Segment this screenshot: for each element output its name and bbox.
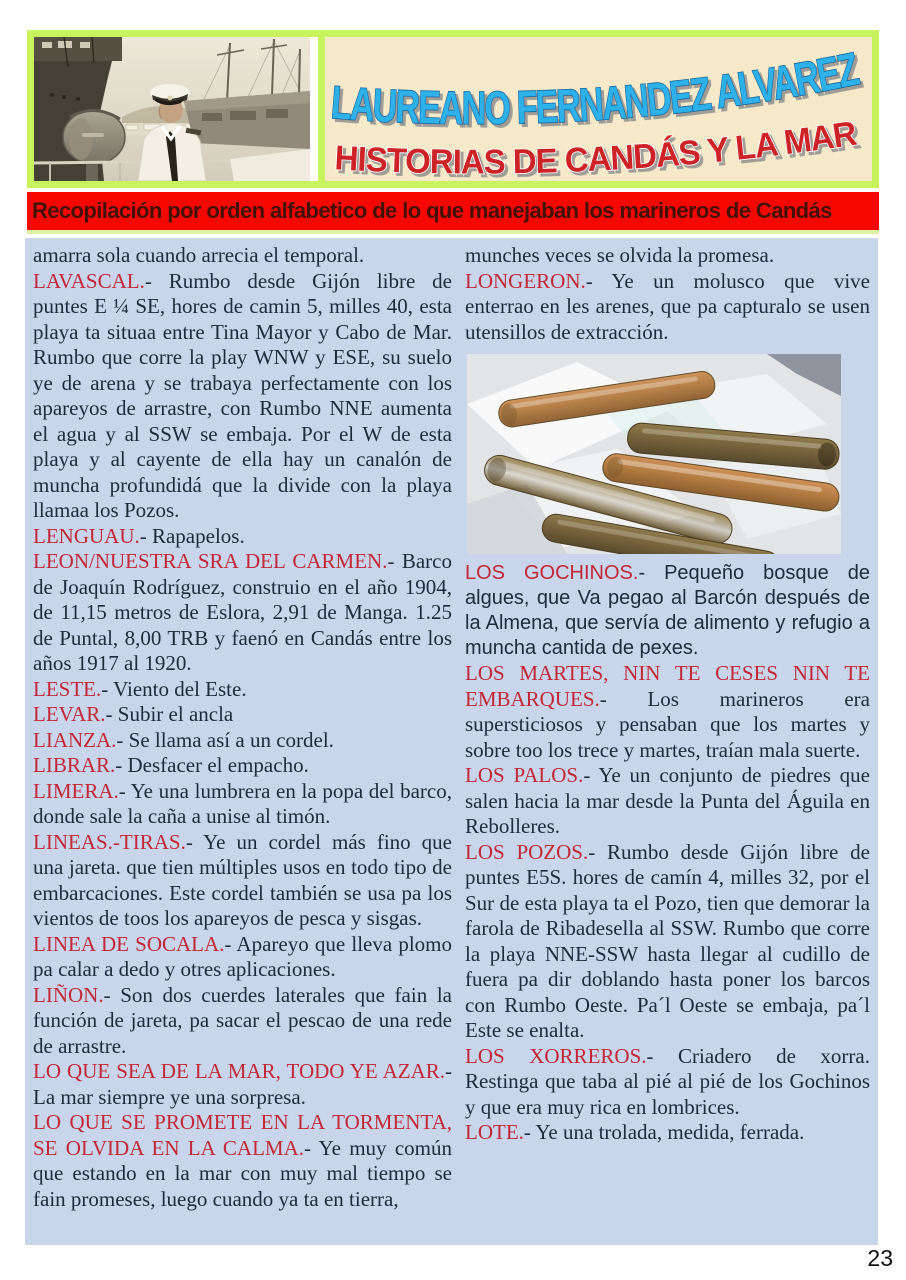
page-number: 23 [867, 1245, 893, 1271]
entry-linon [33, 983, 452, 1060]
entry-librar [33, 753, 452, 779]
page-title: LAUREANO FERNANDEZ ALVAREZ [329, 41, 869, 134]
entry-definition: - Rumbo desde Gijón libre de puntes E ¼ SE, hores de camin 5, milles 40, esta playa ta situaa entre Tina Mayor y Cabo de Mar. Rumbo que corre la play WNW y ESE, su suelo ye de arena y se trabaya perfectamente con los apareyos de arrastre, con Rumbo NNE aumenta el agua y al SSW se embaja. Por el W de esta playa y al cayente de ella hay un canalón de muncha profundidá que la divide con la playa llamaa los Pozos. [33, 268, 452, 522]
entry-term: LOS POZOS. [465, 839, 589, 864]
section-banner-text: Recopilación por orden alfabetico de lo que manejaban los marineros de Candás [32, 198, 832, 223]
entry-leon-nuestra-sra [33, 549, 452, 677]
entry-leste [33, 677, 452, 703]
entry-term: LESTE. [33, 676, 102, 701]
entry-lo-que-sea-de-la-mar [33, 1059, 452, 1110]
entry-term: LOS GOCHINOS. [465, 562, 639, 584]
entry-definition: - Criadero de xorra. Restinga que taba al pié al pié de los Gochinos y que era muy rica en lombrices. [465, 1043, 870, 1119]
entry-definition: - Ye un molusco que vive enterrao en les arenes, que pa capturalo se usen utensillos de extracción. [465, 268, 870, 344]
entry-term: LEVAR. [33, 702, 106, 726]
entry-levar [33, 702, 452, 728]
entry-term: LINEAS.-TIRAS. [33, 829, 186, 854]
entry-term: LEON/NUESTRA SRA DEL CARMEN. [33, 549, 388, 573]
entry-term: LOS PALOS. [465, 763, 584, 787]
entry-definition: - La mar siempre ye una sorpresa. [33, 1059, 452, 1109]
title-panel [325, 37, 872, 181]
entry-term: LO QUE SE PROMETE EN LA TORMENTA, SE OLVIDA EN LA CALMA. [33, 1110, 452, 1160]
entry-term: LIÑON. [33, 982, 104, 1007]
entry-definition: - Desfacer el empacho. [115, 753, 309, 777]
entry-definition: - Los marineros era supersticiosos y pensaban que los martes y sobre too los trece y martes, traían mala suerte. [465, 686, 870, 762]
entry-term: LOS MARTES, NIN TE CESES NIN TE EMBARQUES. [465, 661, 870, 711]
entry-los-palos [465, 763, 870, 840]
entry-term: LIANZA. [33, 727, 117, 752]
entry-definition: - Son dos cuerdes laterales que fain la función de jareta, pa sacar el pescao de una rede de arrastre. [33, 982, 452, 1058]
header-frame [27, 30, 879, 188]
entry-los-gochinos [465, 561, 870, 661]
entry-lote [465, 1120, 870, 1146]
entry-term: LOS XORREROS. [465, 1043, 647, 1068]
captain-ship-photo [34, 37, 310, 181]
entry-definition: - Ye un cordel más fino que una jareta. que tien múltiples usos en todo tipo de embarcaciones. Este cordel también se usa pa los vientos de toos los apareyos de pesca y sisgas. [33, 829, 452, 930]
entry-definition: - Rapapelos. [139, 523, 245, 548]
right-column [465, 243, 870, 1245]
entry-los-martes [465, 661, 870, 763]
entry-los-pozos [465, 840, 870, 1044]
entry-term: LINEA DE SOCALA. [33, 931, 225, 956]
entry-term: LONGERON. [465, 268, 586, 293]
entry-longeron [465, 269, 870, 346]
entry-definition: - Ye un conjunto de piedres que salen hacia la mar desde la Punta del Águila en Rebolleres. [465, 763, 871, 838]
entry-definition: - Ye muy común que estando en la mar con muy mal tiempo se fain promeses, luego cuando ya ta en tierra, [33, 1135, 452, 1211]
entry-definition: - Rumbo desde Gijón libre de puntes E5S. hores de camín 4, milles 32, por el Sur de esta playa ta el Pozo, tien que demorar la farola de Ribadesella al SSW. Rumbo que corre la playa NNE-SSW hasta llegar al cudillo de fuera pa dir doblando hasta poner los barcos con Rumbo Oeste. Pa´l Oeste se embaja, pa´l Este se enalta. [465, 839, 870, 1042]
entry-lineas-tiras [33, 830, 452, 932]
entry-definition: - Ye una trolada, medida, ferrada. [523, 1120, 805, 1144]
entry-lavascal [33, 269, 452, 524]
captain-photo-illustration [34, 37, 310, 181]
entry-linea-de-socala [33, 932, 452, 983]
header-gap [310, 37, 318, 181]
razor-clams-photo [467, 354, 841, 554]
entry-continuation [33, 243, 452, 269]
page-subtitle: HISTORIAS DE CANDÁS Y LA MAR [333, 114, 860, 181]
entry-definition: munches veces se olvida la promesa. [465, 243, 775, 267]
entry-term: LIMERA. [33, 778, 119, 803]
entry-definition: - Apareyo que lleva plomo pa calar a dedo y otres aplicaciones. [33, 931, 452, 981]
entry-lianza [33, 728, 452, 754]
razor-clams-illustration [467, 354, 841, 554]
entry-term: LO QUE SEA DE LA MAR, TODO YE AZAR. [33, 1059, 445, 1083]
entry-limera [33, 779, 452, 830]
entry-term: LENGUAU. [33, 523, 140, 548]
entry-definition: amarra sola cuando arrecia el temporal. [33, 243, 365, 267]
entry-definition: - Se llama así a un cordel. [116, 727, 334, 752]
entry-definition: - Pequeño bosque de algues, que Va pegao al Barcón después de la Almena, que servía de alimento y refugio a muncha cantida de pexes. [465, 562, 870, 659]
entry-definition: - Ye una lumbrera en la popa del barco, donde sale la caña a unise al timón. [33, 778, 452, 828]
entry-definition: - Viento del Este. [101, 676, 247, 701]
entry-term: LIBRAR. [33, 753, 116, 777]
title-art [325, 37, 872, 181]
entry-continuation [465, 243, 870, 269]
left-column [33, 243, 452, 1245]
entry-term: LOTE. [465, 1120, 524, 1144]
section-banner [27, 192, 879, 234]
entry-lo-que-se-promete [33, 1110, 452, 1212]
entry-term: LAVASCAL. [33, 268, 145, 293]
entry-definition: - Subir el ancla [105, 702, 234, 726]
glossary-content [25, 238, 878, 1245]
entry-lenguau [33, 524, 452, 550]
entry-definition: - Barco de Joaquín Rodríguez, construio en el año 1904, de 11,15 metros de Eslora, 2,91 de Manga. 1.25 de Puntal, 8,00 TRB y faenó en Candás entre los años 1917 al 1920. [33, 549, 452, 675]
entry-los-xorreros [465, 1044, 870, 1121]
